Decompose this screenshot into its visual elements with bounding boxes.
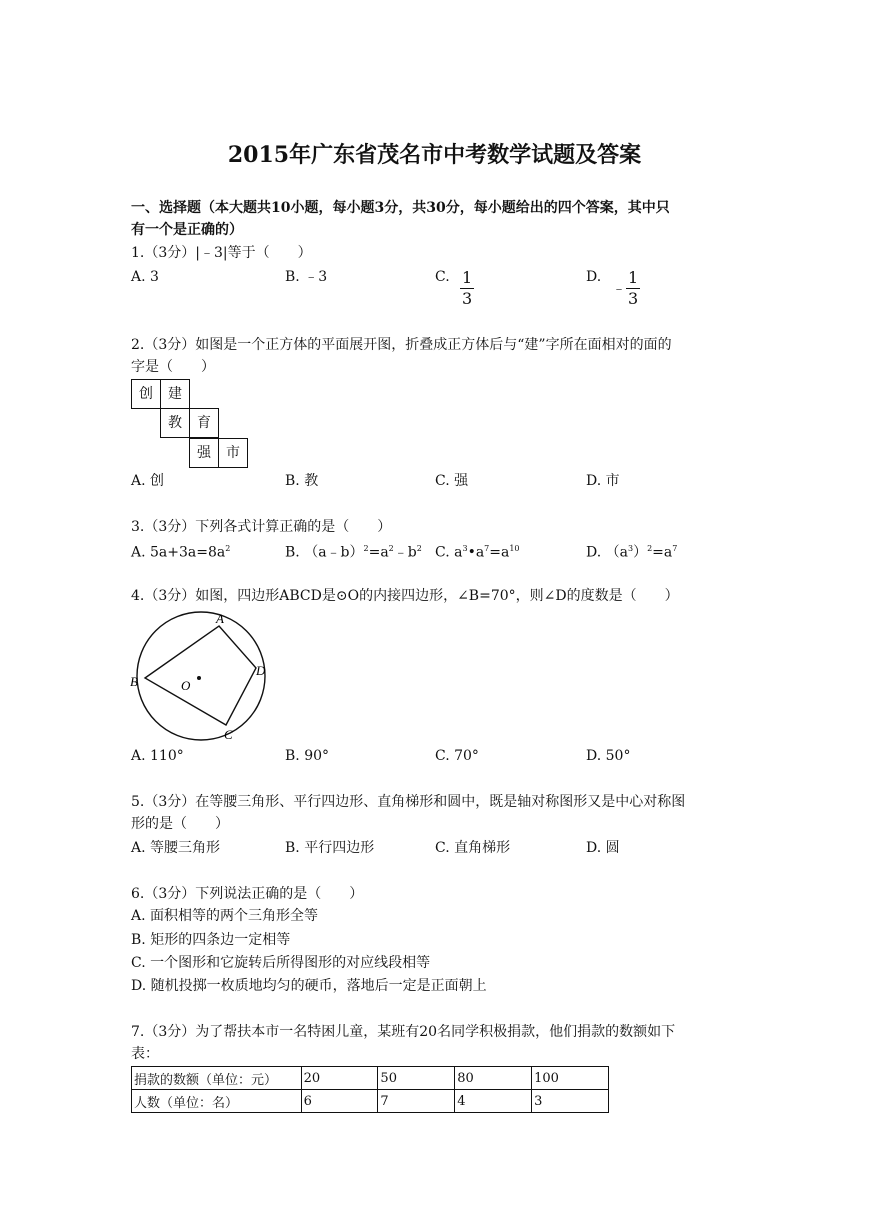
net-cell-yu: 育 bbox=[189, 408, 219, 438]
q5-option-d: D. 圆 bbox=[586, 840, 620, 856]
q1-option-d-sign: ﹣ bbox=[612, 281, 626, 297]
q3-option-d bbox=[586, 538, 677, 564]
q4-stem: 4.（3分）如图，四边形ABCD是⊙O的内接四边形，∠B=70°，则∠D的度数是（ ） bbox=[131, 588, 679, 604]
exponent: 2 bbox=[225, 544, 231, 553]
table-cell: 50 bbox=[378, 1067, 455, 1090]
q1-option-c-fraction bbox=[460, 270, 474, 307]
q3-b-text: B. （a﹣b） bbox=[285, 544, 364, 561]
q3-d-text: =a bbox=[652, 544, 673, 561]
q1-stem: 1.（3分）|﹣3|等于（ ） bbox=[131, 245, 312, 261]
q3-c-text: C. a bbox=[435, 544, 463, 561]
exponent: 3 bbox=[627, 544, 634, 553]
q2-option-a: A. 创 bbox=[131, 473, 165, 489]
q3-d-text: ） bbox=[633, 544, 648, 561]
q2-option-d: D. 市 bbox=[586, 473, 620, 489]
table-cell: 捐款的数额（单位：元） bbox=[132, 1067, 302, 1090]
table-cell: 100 bbox=[532, 1067, 609, 1090]
exponent: 3 bbox=[462, 544, 468, 553]
exponent: 2 bbox=[647, 544, 653, 553]
q6-option-c: C. 一个图形和它旋转后所得图形的对应线段相等 bbox=[131, 955, 431, 971]
table-cell: 6 bbox=[301, 1090, 378, 1113]
q5-option-c: C. 直角梯形 bbox=[435, 840, 511, 856]
q2-stem-line1: 2.（3分）如图是一个正方体的平面展开图，折叠成正方体后与“建”字所在面相对的面的 bbox=[131, 337, 672, 353]
q1-option-a: A. 3 bbox=[131, 269, 159, 285]
q3-b-text: =a bbox=[368, 544, 389, 561]
exponent: 10 bbox=[509, 544, 520, 553]
q6-stem: 6.（3分）下列说法正确的是（ ） bbox=[131, 886, 364, 902]
fraction-denominator: 3 bbox=[628, 289, 639, 308]
exponent: 7 bbox=[672, 544, 678, 553]
section-heading-line1: 一、选择题（本大题共10小题，每小题3分，共30分，每小题给出的四个答案，其中只 bbox=[131, 200, 670, 216]
q4-option-c: C. 70° bbox=[435, 748, 479, 764]
q6-option-b: B. 矩形的四条边一定相等 bbox=[131, 932, 291, 948]
q1-option-c bbox=[435, 266, 450, 288]
q3-c-text: •a bbox=[467, 544, 485, 561]
q2-option-c: C. 强 bbox=[435, 473, 469, 489]
net-cell-jiao: 教 bbox=[160, 408, 190, 438]
page-title: 2015年广东省茂名市中考数学试题及答案 bbox=[227, 142, 642, 168]
table-cell: 人数（单位：名） bbox=[132, 1090, 302, 1113]
q7-stem-line2: 表： bbox=[131, 1046, 159, 1062]
circle-o bbox=[137, 612, 265, 740]
table-cell: 7 bbox=[378, 1090, 455, 1113]
q1-option-d bbox=[586, 266, 601, 288]
q4-option-d: D. 50° bbox=[586, 748, 631, 764]
net-cell-shi: 市 bbox=[218, 438, 248, 468]
circle-quadrilateral-figure bbox=[125, 608, 275, 743]
q3-c-text: =a bbox=[489, 544, 510, 561]
q3-d-text: D. （a bbox=[586, 544, 628, 561]
table-cell: 3 bbox=[532, 1090, 609, 1113]
q5-stem-line2: 形的是（ ） bbox=[131, 816, 229, 832]
q6-option-a: A. 面积相等的两个三角形全等 bbox=[131, 908, 319, 924]
q2-option-b: B. 教 bbox=[285, 473, 319, 489]
q5-option-a: A. 等腰三角形 bbox=[131, 840, 221, 856]
q3-a-text: A. 5a+3a=8a bbox=[131, 544, 226, 561]
q3-option-a bbox=[131, 538, 230, 564]
q5-option-b: B. 平行四边形 bbox=[285, 840, 375, 856]
fraction-numerator: 1 bbox=[462, 268, 473, 287]
center-point bbox=[197, 676, 201, 680]
q4-option-b: B. 90° bbox=[285, 748, 330, 764]
table-cell: 20 bbox=[301, 1067, 378, 1090]
net-cell-jian: 建 bbox=[160, 379, 190, 409]
table-row bbox=[132, 1090, 609, 1113]
q1-option-c-label: C. bbox=[435, 269, 450, 285]
q3-b-text: ﹣b bbox=[393, 544, 417, 561]
exponent: 2 bbox=[388, 544, 394, 553]
q5-stem-line1: 5.（3分）在等腰三角形、平行四边形、直角梯形和圆中，既是轴对称图形又是中心对称图 bbox=[131, 794, 686, 810]
net-cell-qiang: 强 bbox=[189, 438, 219, 468]
quadrilateral-abcd bbox=[145, 626, 256, 725]
label-b: B bbox=[130, 674, 138, 689]
donation-table bbox=[131, 1066, 609, 1113]
q3-stem: 3.（3分）下列各式计算正确的是（ ） bbox=[131, 519, 392, 535]
q3-option-c bbox=[435, 538, 520, 564]
q4-option-a: A. 110° bbox=[131, 748, 184, 764]
q6-option-d: D. 随机投掷一枚质地均匀的硬币，落地后一定是正面朝上 bbox=[131, 978, 487, 994]
net-cell-chuang: 创 bbox=[131, 379, 161, 409]
fraction-numerator: 1 bbox=[628, 268, 639, 287]
table-row bbox=[132, 1067, 609, 1090]
q1-option-b: B. ﹣3 bbox=[285, 269, 328, 285]
table-cell: 80 bbox=[455, 1067, 532, 1090]
q1-option-d-fraction bbox=[626, 270, 640, 307]
exponent: 2 bbox=[416, 544, 422, 553]
q2-stem-line2: 字是（ ） bbox=[131, 359, 215, 375]
section-heading-line2: 有一个是正确的） bbox=[131, 222, 243, 238]
exponent: 7 bbox=[484, 544, 490, 553]
label-c: C bbox=[224, 727, 233, 742]
label-o: O bbox=[181, 678, 191, 693]
fraction-denominator: 3 bbox=[462, 289, 473, 308]
q7-stem-line1: 7.（3分）为了帮扶本市一名特困儿童，某班有20名同学积极捐款，他们捐款的数额如下 bbox=[131, 1024, 676, 1040]
label-d: D bbox=[256, 663, 266, 678]
label-a: A bbox=[216, 611, 224, 626]
exponent: 2 bbox=[363, 544, 369, 553]
q3-option-b bbox=[285, 538, 422, 564]
q1-option-d-label: D. bbox=[586, 269, 602, 285]
table-cell: 4 bbox=[455, 1090, 532, 1113]
